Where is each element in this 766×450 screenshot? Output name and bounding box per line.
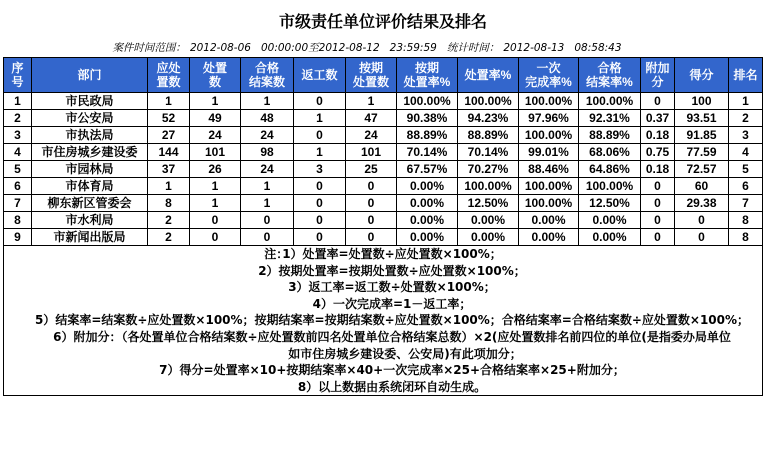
cell-seq: 9	[4, 229, 32, 246]
cell-handled-count: 1	[190, 178, 241, 195]
cell-ontime-rate: 0.00%	[397, 212, 458, 229]
cell-handled-count: 49	[190, 110, 241, 127]
cell-first-pass-rate: 100.00%	[519, 195, 579, 212]
note-number: 8）	[297, 379, 319, 394]
table-row	[4, 93, 763, 110]
header-cell-handled-count: 处置 数	[190, 58, 241, 93]
table-row	[4, 195, 763, 212]
case-range-start-date: 2012-08-06	[189, 42, 251, 54]
header-cell-score: 得分	[675, 58, 729, 93]
cell-bonus: 0.37	[641, 110, 675, 127]
header-cell-seq: 序 号	[4, 58, 32, 93]
cell-ontime-handled: 1	[346, 93, 397, 110]
cell-rank: 8	[729, 229, 763, 246]
cell-first-pass-rate: 97.96%	[519, 110, 579, 127]
cell-first-pass-rate: 0.00%	[519, 229, 579, 246]
cell-rework-count: 0	[294, 178, 346, 195]
cell-score: 100	[675, 93, 729, 110]
cell-score: 0	[675, 229, 729, 246]
case-range-start-time: 00:00:00	[260, 42, 309, 54]
cell-ontime-handled: 0	[346, 195, 397, 212]
cell-ontime-handled: 0	[346, 229, 397, 246]
cell-bonus: 0.75	[641, 144, 675, 161]
report-time-info	[0, 41, 734, 55]
header-cell-ontime-handled: 按期 处置数	[346, 58, 397, 93]
cell-dept: 市水利局	[32, 212, 148, 229]
cell-first-pass-rate: 88.46%	[519, 161, 579, 178]
cell-ontime-handled: 47	[346, 110, 397, 127]
note-text: 处置率=处置数÷应处置数×100%；	[302, 247, 502, 261]
cell-handle-rate: 100.00%	[458, 178, 519, 195]
cell-score: 29.38	[675, 195, 729, 212]
cell-ontime-rate: 100.00%	[397, 93, 458, 110]
note-text: 一次完成率=1－返工率；	[332, 296, 472, 311]
cell-due-count: 144	[148, 144, 190, 161]
cell-handled-count: 1	[190, 93, 241, 110]
note-text: 得分=处置率×10+按期结案率×40+一次完成率×25+合格结案率×25+附加分；	[179, 363, 625, 378]
note-number: 5）	[34, 313, 56, 328]
note-line	[4, 362, 762, 379]
stat-time: 08:58:43	[574, 42, 622, 54]
cell-bonus: 0	[641, 93, 675, 110]
cell-due-count: 37	[148, 161, 190, 178]
header-cell-ontime-rate: 按期 处置率%	[397, 58, 458, 93]
cell-ontime-rate: 67.57%	[397, 161, 458, 178]
table-row	[4, 144, 763, 161]
notes-row	[4, 246, 763, 396]
note-line	[4, 263, 762, 280]
header-cell-due-count: 应处 置数	[148, 58, 190, 93]
note-number: 1）	[282, 247, 303, 261]
note-prefix: 注：	[264, 247, 289, 261]
cell-qualified-rate: 12.50%	[579, 195, 641, 212]
note-number: 6）	[53, 329, 74, 344]
cell-ontime-handled: 101	[346, 144, 397, 161]
cell-qualified-closed: 48	[241, 110, 294, 127]
cell-ontime-rate: 70.14%	[397, 144, 458, 161]
header-cell-dept: 部门	[32, 58, 148, 93]
cell-due-count: 1	[148, 93, 190, 110]
cell-bonus: 0	[641, 195, 675, 212]
note-number: 4）	[312, 296, 333, 311]
header-cell-rank: 排名	[729, 58, 763, 93]
cell-dept: 市执法局	[32, 127, 148, 144]
case-range-label: 案件时间范围：	[112, 42, 186, 54]
cell-seq: 5	[4, 161, 32, 178]
header-cell-bonus: 附加 分	[641, 58, 675, 93]
header-cell-qualified-rate: 合格 结案率%	[579, 58, 641, 93]
cell-rework-count: 0	[294, 127, 346, 144]
note-line	[4, 279, 762, 296]
cell-due-count: 8	[148, 195, 190, 212]
cell-first-pass-rate: 0.00%	[519, 212, 579, 229]
cell-qualified-closed: 1	[241, 93, 294, 110]
cell-handle-rate: 94.23%	[458, 110, 519, 127]
cell-handle-rate: 70.27%	[458, 161, 519, 178]
note-text: 附加分：（各处置单位合格结案数÷应处置数前四名处置单位合格结案总数）×2(应处置数排名前四位的单位(是指委办局单位	[73, 329, 731, 344]
cell-due-count: 2	[148, 229, 190, 246]
cell-ontime-handled: 24	[346, 127, 397, 144]
cell-ontime-rate: 0.00%	[397, 229, 458, 246]
cell-seq: 8	[4, 212, 32, 229]
cell-bonus: 0	[641, 178, 675, 195]
cell-rank: 6	[729, 178, 763, 195]
cell-rank: 8	[729, 212, 763, 229]
cell-qualified-rate: 64.86%	[579, 161, 641, 178]
cell-rework-count: 1	[294, 144, 346, 161]
cell-handled-count: 0	[190, 229, 241, 246]
note-line	[4, 246, 762, 263]
results-table-container	[3, 57, 762, 396]
cell-qualified-rate: 100.00%	[579, 93, 641, 110]
cell-first-pass-rate: 100.00%	[519, 178, 579, 195]
cell-first-pass-rate: 99.01%	[519, 144, 579, 161]
cell-rework-count: 0	[294, 229, 346, 246]
cell-seq: 2	[4, 110, 32, 127]
cell-bonus: 0.18	[641, 127, 675, 144]
cell-rank: 5	[729, 161, 763, 178]
cell-handle-rate: 88.89%	[458, 127, 519, 144]
notes-list	[4, 246, 762, 395]
cell-rank: 1	[729, 93, 763, 110]
cell-ontime-rate: 0.00%	[397, 195, 458, 212]
cell-dept: 市新闻出版局	[32, 229, 148, 246]
cell-qualified-rate: 0.00%	[579, 212, 641, 229]
cell-dept: 市住房城乡建设委	[32, 144, 148, 161]
cell-qualified-closed: 98	[241, 144, 294, 161]
cell-bonus: 0	[641, 229, 675, 246]
cell-score: 93.51	[675, 110, 729, 127]
note-text: 按期处置率=按期处置数÷应处置数×100%；	[278, 263, 526, 278]
cell-handle-rate: 12.50%	[458, 195, 519, 212]
cell-dept: 市园林局	[32, 161, 148, 178]
cell-handle-rate: 0.00%	[458, 212, 519, 229]
cell-handle-rate: 100.00%	[458, 93, 519, 110]
cell-qualified-closed: 24	[241, 127, 294, 144]
cell-dept: 市民政局	[32, 93, 148, 110]
cell-handled-count: 101	[190, 144, 241, 161]
table-row	[4, 229, 763, 246]
table-row	[4, 212, 763, 229]
case-range-end-date: 2012-08-12	[318, 42, 380, 54]
page-title: 市级责任单位评价结果及排名	[278, 12, 487, 31]
cell-handle-rate: 0.00%	[458, 229, 519, 246]
cell-rework-count: 0	[294, 212, 346, 229]
cell-qualified-rate: 92.31%	[579, 110, 641, 127]
cell-due-count: 2	[148, 212, 190, 229]
note-line	[4, 329, 762, 346]
cell-qualified-closed: 1	[241, 195, 294, 212]
cell-bonus: 0	[641, 212, 675, 229]
note-line	[4, 379, 762, 396]
cell-ontime-handled: 0	[346, 178, 397, 195]
cell-bonus: 0.18	[641, 161, 675, 178]
cell-rework-count: 0	[294, 195, 346, 212]
cell-dept: 市公安局	[32, 110, 148, 127]
cell-first-pass-rate: 100.00%	[519, 93, 579, 110]
cell-seq: 1	[4, 93, 32, 110]
cell-handled-count: 24	[190, 127, 241, 144]
note-line	[4, 296, 762, 313]
results-table	[3, 57, 763, 396]
cell-score: 72.57	[675, 161, 729, 178]
cell-score: 77.59	[675, 144, 729, 161]
cell-due-count: 1	[148, 178, 190, 195]
stat-date: 2012-08-13	[503, 42, 565, 54]
stat-time-label: 统计时间：	[446, 42, 500, 54]
cell-first-pass-rate: 100.00%	[519, 127, 579, 144]
cell-qualified-rate: 100.00%	[579, 178, 641, 195]
header-cell-first-pass-rate: 一次 完成率%	[519, 58, 579, 93]
note-text: 结案率=结案数÷应处置数×100%；按期结案率=按期结案数÷应处置数×100%；合格结案率=合格结案数÷应处置数×100%；	[55, 313, 750, 328]
case-range-end-time: 23:59:59	[389, 42, 437, 54]
cell-ontime-handled: 25	[346, 161, 397, 178]
cell-dept: 市体育局	[32, 178, 148, 195]
cell-qualified-closed: 0	[241, 212, 294, 229]
table-row	[4, 110, 763, 127]
cell-handled-count: 0	[190, 212, 241, 229]
cell-due-count: 52	[148, 110, 190, 127]
cell-qualified-rate: 68.06%	[579, 144, 641, 161]
case-range-to: 至	[308, 42, 319, 54]
note-number: 7）	[159, 363, 180, 378]
cell-ontime-rate: 0.00%	[397, 178, 458, 195]
cell-score: 91.85	[675, 127, 729, 144]
cell-qualified-closed: 1	[241, 178, 294, 195]
cell-qualified-closed: 24	[241, 161, 294, 178]
table-row	[4, 127, 763, 144]
cell-qualified-closed: 0	[241, 229, 294, 246]
table-header-row	[4, 58, 763, 93]
cell-handled-count: 26	[190, 161, 241, 178]
cell-handled-count: 1	[190, 195, 241, 212]
note-continuation: 如市住房城乡建设委、公安局)有此项加分；	[288, 346, 522, 361]
note-number: 2）	[258, 263, 279, 278]
cell-seq: 6	[4, 178, 32, 195]
cell-qualified-rate: 88.89%	[579, 127, 641, 144]
cell-dept: 柳东新区管委会	[32, 195, 148, 212]
cell-due-count: 27	[148, 127, 190, 144]
cell-ontime-rate: 90.38%	[397, 110, 458, 127]
table-row	[4, 178, 763, 195]
cell-handle-rate: 70.14%	[458, 144, 519, 161]
cell-rank: 3	[729, 127, 763, 144]
cell-rank: 7	[729, 195, 763, 212]
cell-seq: 3	[4, 127, 32, 144]
cell-seq: 4	[4, 144, 32, 161]
cell-rank: 4	[729, 144, 763, 161]
cell-ontime-rate: 88.89%	[397, 127, 458, 144]
cell-rank: 2	[729, 110, 763, 127]
table-row	[4, 161, 763, 178]
cell-rework-count: 1	[294, 110, 346, 127]
note-text: 返工率=返工数÷处置数×100%；	[308, 280, 496, 295]
note-number: 3）	[288, 280, 309, 295]
cell-qualified-rate: 0.00%	[579, 229, 641, 246]
note-text: 以上数据由系统闭环自动生成。	[318, 379, 487, 394]
cell-ontime-handled: 0	[346, 212, 397, 229]
header-cell-rework-count: 返工数	[294, 58, 346, 93]
cell-rework-count: 3	[294, 161, 346, 178]
cell-seq: 7	[4, 195, 32, 212]
cell-score: 0	[675, 212, 729, 229]
header-cell-handle-rate: 处置率%	[458, 58, 519, 93]
notes-cell	[4, 246, 763, 396]
cell-rework-count: 0	[294, 93, 346, 110]
cell-score: 60	[675, 178, 729, 195]
header-cell-qualified-closed: 合格 结案数	[241, 58, 294, 93]
note-line	[4, 312, 762, 329]
